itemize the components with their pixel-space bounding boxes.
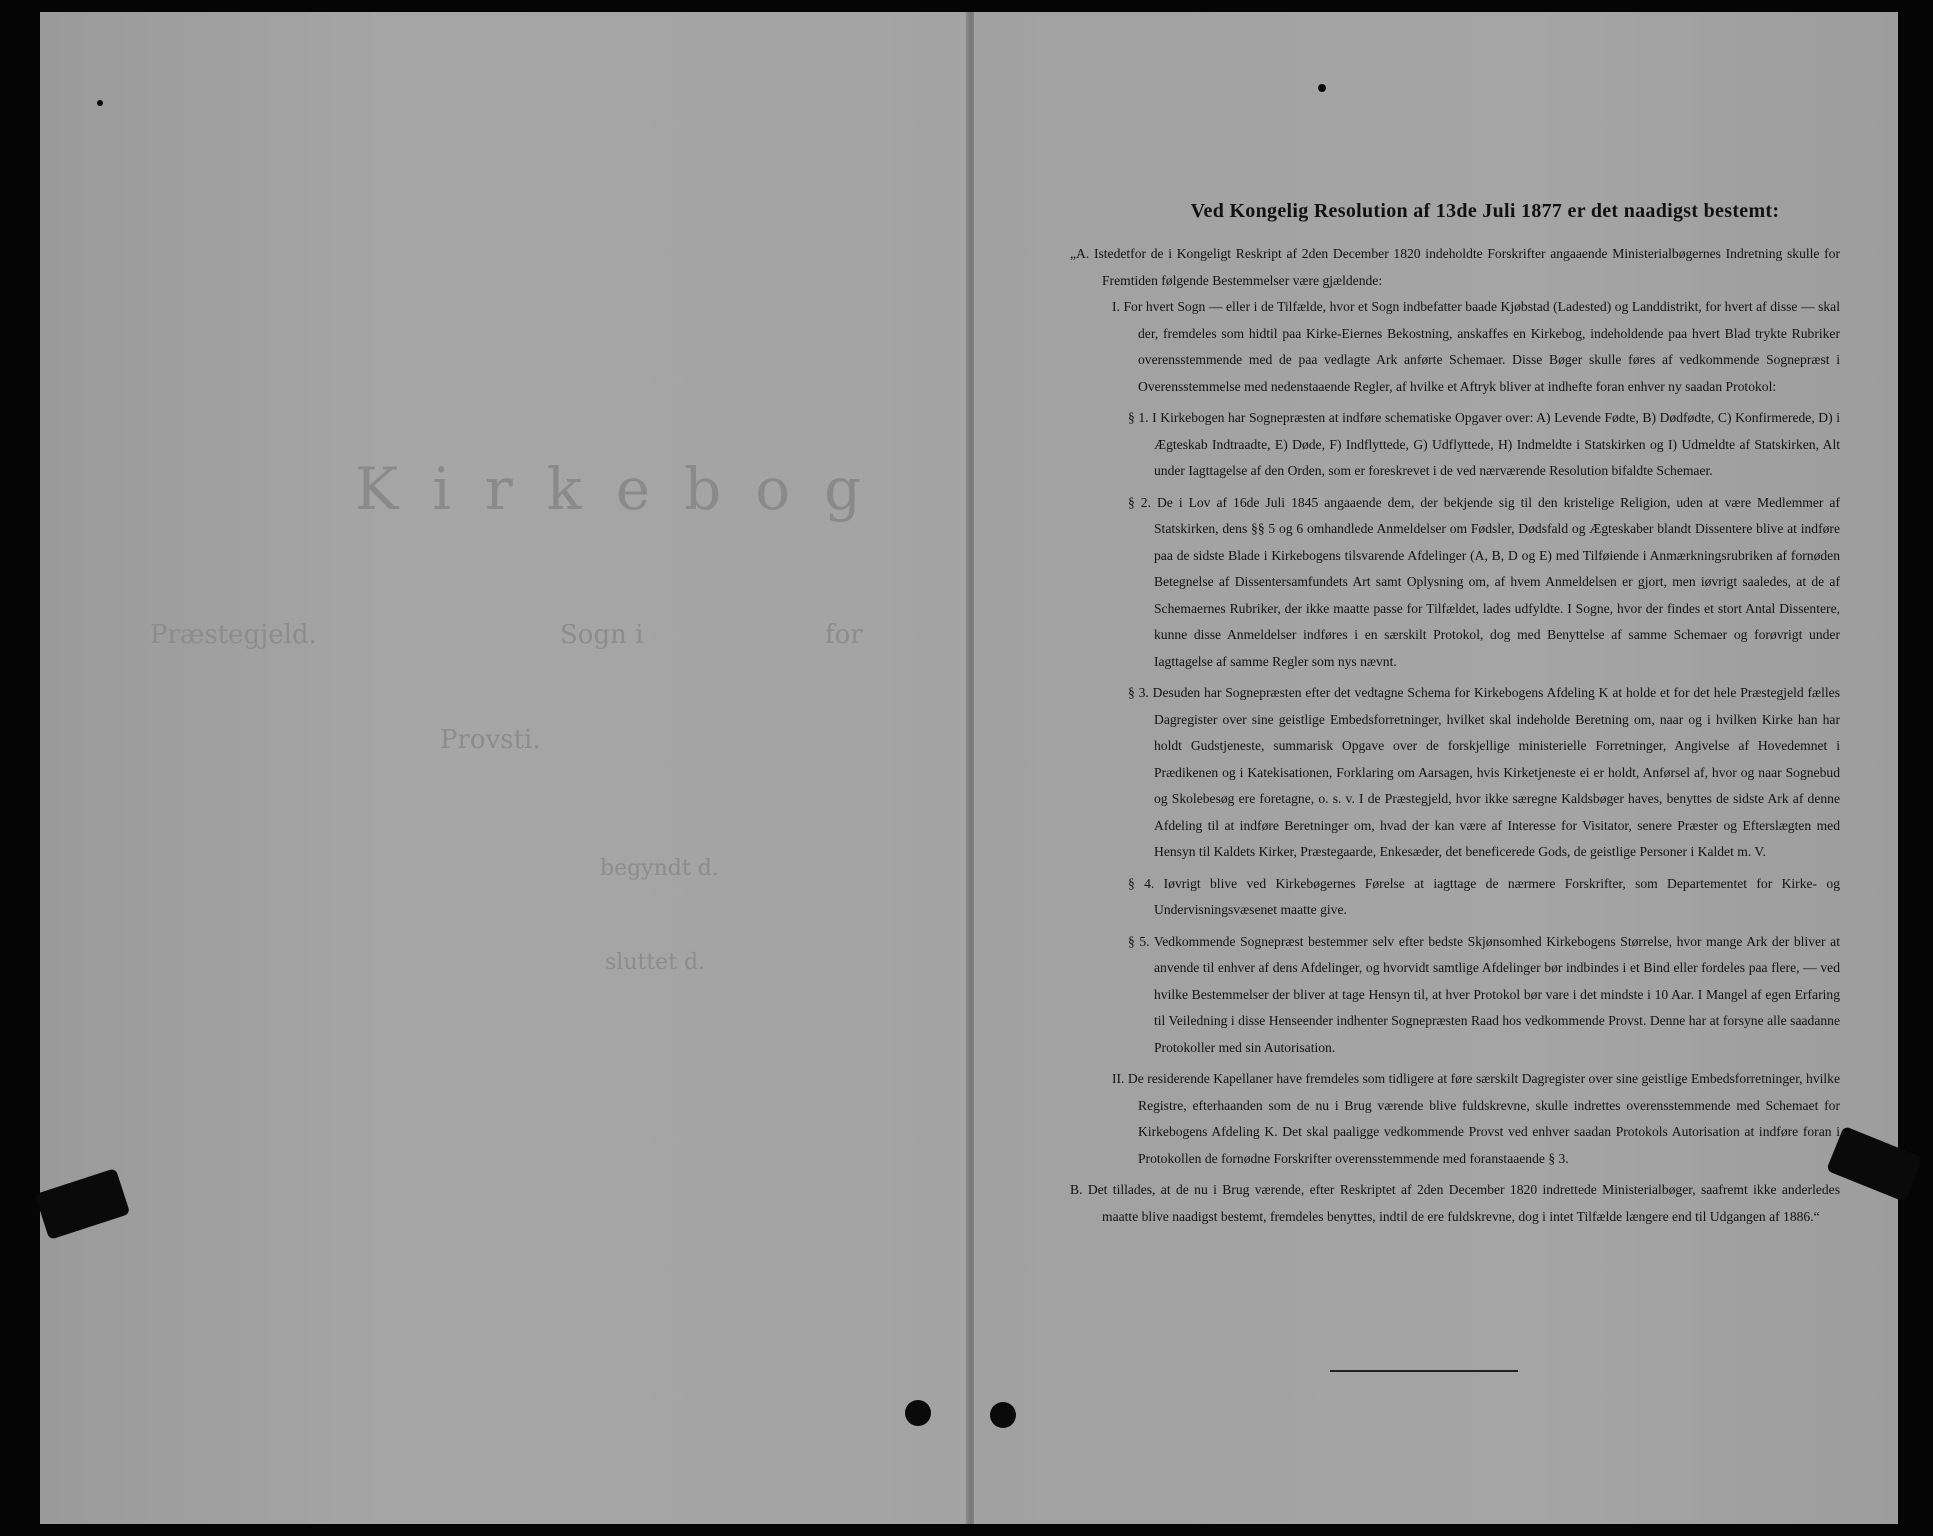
prestegjeld-label: Præstegjeld. bbox=[150, 620, 317, 650]
paragraph-b: B. Det tillades, at de nu i Brug værende, efter Reskriptet af 2den December 1820 indrettede Ministerialbøger, saafremt ikke anderledes maatte blive naadigst bestemt, fremdeles benyttes, indtil de ere fuldskrevne, dog i intet Tilfælde længere end til Udgangen af 1886.“ bbox=[1070, 1182, 1840, 1224]
closing-rule bbox=[1330, 1370, 1518, 1372]
paragraph-i: I. For hvert Sogn — eller i de Tilfælde, hvor et Sogn indbefatter baade Kjøbstad (Ladested) og Landdistrikt, for hvert af disse — skal der, fremdeles som hidtil paa Kirke-Eiernes Bekostning, anskaffes en Kirkebog, indeholdende paa hvert Blad trykte Rubriker overensstemmende med de paa vedlagte Ark anførte Schemaer. Disse Bøger skulle føres af vedkommende Sognepræst i Overensstemmelse med nedenstaaende Regler, af hvilke et Aftryk bliver at indhefte foran enhver ny saadan Protokol: bbox=[1112, 299, 1840, 394]
begyndt-label: begyndt d. bbox=[600, 856, 719, 881]
kirkebog-title: Kirkebog bbox=[355, 455, 896, 523]
ink-spot-right bbox=[990, 1402, 1016, 1428]
resolution-text bbox=[1070, 200, 1840, 1230]
provsti-label: Provsti. bbox=[440, 725, 541, 755]
dot-mark bbox=[1318, 84, 1326, 92]
sluttet-label: sluttet d. bbox=[605, 950, 706, 975]
left-page bbox=[40, 12, 972, 1524]
resolution-heading: Ved Kongelig Resolution af 13de Juli 1877 er det naadigst bestemt: bbox=[1190, 200, 1780, 222]
section-4: § 4. Iøvrigt blive ved Kirkebøgernes Førelse at iagttage de nærmere Forskrifter, som Departementet for Kirke- og Undervisningsvæsenet maatte give. bbox=[1128, 875, 1840, 917]
for-label: for bbox=[825, 620, 863, 650]
ink-spot-left bbox=[905, 1400, 931, 1426]
dot-mark-left bbox=[97, 100, 103, 106]
section-5: § 5. Vedkommende Sognepræst bestemmer selv efter bedste Skjønsomhed Kirkebogens Størrelse, hvor mange Ark der bliver at anvende til enhver af dens Afdelinger, og hvorvidt samtlige Afdelinger bør indbindes i et Bind eller fordeles paa flere, — ved hvilke Bestemmelser der bliver at tage Hensyn til, at hver Protokol bør vare i det mindste i 10 Aar. I Mangel af egen Erfaring til Veiledning i disse Henseender indhenter Sognepræsten Raad hos vedkommende Provst. Denne har at forsyne alle saadanne Protokoller med sin Autorisation. bbox=[1128, 933, 1840, 1055]
section-3: § 3. Desuden har Sognepræsten efter det vedtagne Schema for Kirkebogens Afdeling K at holde et for det hele Præstegjeld fælles Dagregister over sine geistlige Embedsforretninger, hvilket skal indeholde Beretning om, naar og i hvilken Kirke han har holdt Gudstjeneste, summarisk Opgave over de forskjellige ministerielle Forretninger, Angivelse af Hovedemnet i Prædikenen og i Katekisationen, Forklaring om Aarsagen, hvis Kirketjeneste ei er holdt, Anførsel af, hvor og naar Sognebud og Skolebesøg ere foretagne, o. s. v. I de Præstegjeld, hvor ikke særegne Kaldsbøger haves, benyttes de sidste Ark af denne Afdeling til at indføre Beretninger om, hvad der kan være af Interesse for Visitator, senere Præster og Efterslægten med Hensyn til Kaldets Kirker, Præstegaarde, Enkesæder, det beneficerede Gods, de geistlige Personer i Kaldet m. V. bbox=[1128, 685, 1840, 859]
paragraph-a: „A. Istedetfor de i Kongeligt Reskript af 2den December 1820 indeholdte Forskrifter angaaende Ministerialbøgernes Indretning skulle for Fremtiden følgende Bestemmelser være gjældende: bbox=[1070, 246, 1840, 288]
section-1: § 1. I Kirkebogen har Sognepræsten at indføre schematiske Opgaver over: A) Levende Fødte, B) Dødfødte, C) Konfirmerede, D) i Ægteskab Indtraadte, E) Døde, F) Indflyttede, G) Udflyttede, H) Indmeldte i Statskirken og I) Udmeldte af Statskirken, Alt under Iagttagelse af den Orden, som er foreskrevet i de ved nærværende Resolution bifaldte Schemaer. bbox=[1128, 410, 1840, 478]
sogn-label: Sogn i bbox=[560, 620, 644, 650]
sections-block bbox=[1112, 405, 1840, 1061]
paragraph-ii: II. De residerende Kapellaner have fremdeles som tidligere at føre særskilt Dagregister over sine geistlige Embedsforretninger, hvilke Registre, efterhaanden som de nu i Brug værende blive fuldskrevne, skulle indrettes overensstemmende med Schemaet for Kirkebogens Afdeling K. Det skal paaligge vedkommende Provst ved enhver saadan Protokols Autorisation at indføre foran i Protokollen de fornødne Forskrifter overensstemmende med foranstaaende § 3. bbox=[1112, 1071, 1840, 1166]
section-2: § 2. De i Lov af 16de Juli 1845 angaaende dem, der bekjende sig til den kristelige Religion, uden at være Medlemmer af Statskirken, dens §§ 5 og 6 omhandlede Anmeldelser om Fødsler, Dødsfald og Ægteskaber blandt Dissentere blive at indføre paa de sidste Blade i Kirkebogens tilsvarende Afdelinger (A, B, D og E) med Tilføiende i Anmærkningsrubriken af fornøden Betegnelse af Dissentersamfundets Art samt Oplysning om, af hvem Anmeldelsen er gjort, men iøvrigt saaledes, at de af Schemaernes Rubriker, der ikke maatte passe for Tilfældet, lades udfyldte. I Sogne, hvor der findes et stort Antal Dissentere, kunne disse Anmeldelser indføres i en særskilt Protokol, dog med Benyttelse af samme Schemaer og forøvrigt under Iagttagelse af samme Regler som nys nævnt. bbox=[1128, 494, 1840, 669]
section-i-block bbox=[1070, 294, 1840, 1172]
